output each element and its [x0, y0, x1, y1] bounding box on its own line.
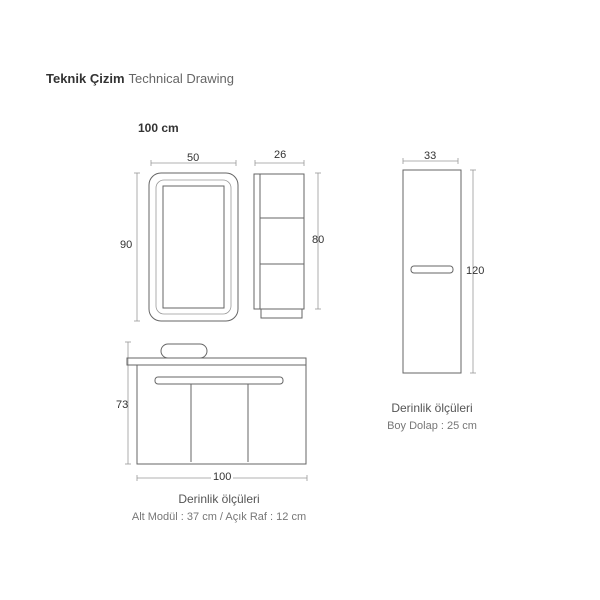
base-width-label: 100 [213, 471, 232, 483]
mirror-drawing [134, 160, 238, 321]
shelf-body [254, 174, 304, 309]
tall-cabinet-handle [411, 266, 453, 273]
shelf-base [261, 309, 302, 318]
mirror-inner-frame [156, 180, 231, 314]
mirror-glass [163, 186, 224, 308]
mirror-outer-frame [149, 173, 238, 321]
base-depth-heading: Derinlik ölçüleri [178, 492, 260, 506]
basin [161, 344, 207, 358]
mirror-width-label: 50 [187, 152, 200, 164]
title-light: Technical Drawing [128, 71, 235, 86]
base-unit-drawing [125, 342, 307, 481]
mirror-height-label: 90 [120, 239, 133, 251]
base-height-label: 73 [116, 399, 129, 411]
base-handle [155, 377, 283, 384]
open-shelf-drawing [254, 160, 321, 318]
tall-cabinet-height-label: 120 [466, 265, 485, 277]
shelf-depth-label: 26 [274, 149, 287, 161]
base-depth-detail: Alt Modül : 37 cm / Açık Raf : 12 cm [131, 511, 307, 523]
countertop [127, 358, 306, 365]
title-bold: Teknik Çizim [46, 71, 125, 86]
tall-cabinet-width-label: 33 [424, 150, 437, 162]
tall-depth-heading: Derinlik ölçüleri [391, 401, 473, 415]
shelf-height-label: 80 [312, 234, 325, 246]
tall-depth-detail: Boy Dolap : 25 cm [387, 420, 477, 432]
size-label: 100 cm [138, 121, 179, 135]
base-body [137, 365, 306, 464]
